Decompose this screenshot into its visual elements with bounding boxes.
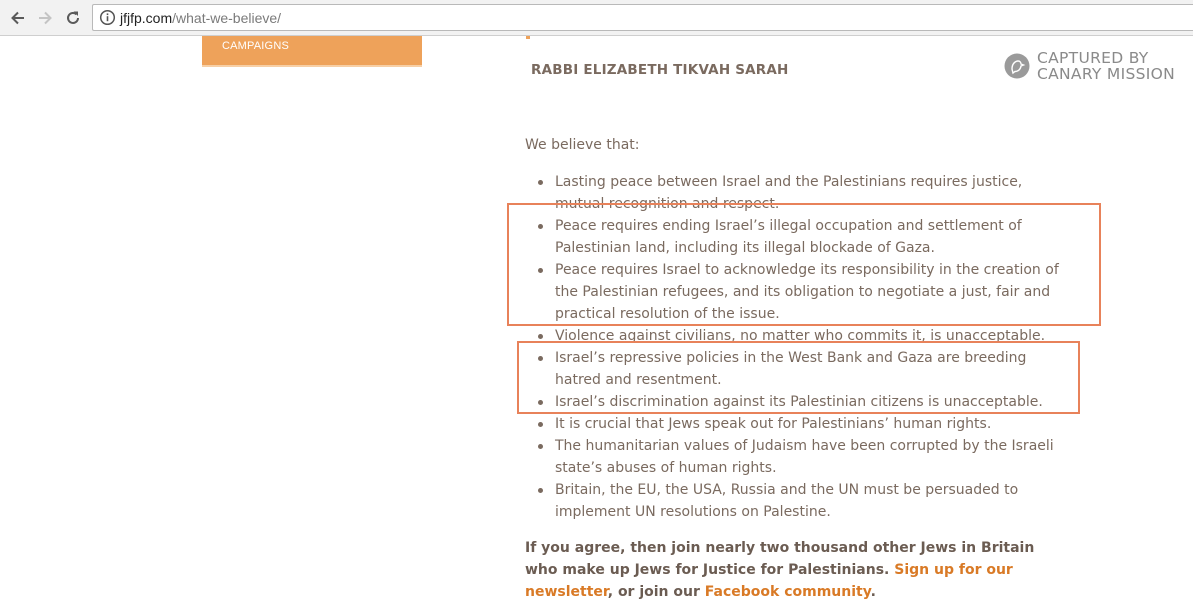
list-item: The humanitarian values of Judaism have been corrupted by the Israeli state’s abuses of human rights. [525,435,1065,479]
cta-text: , or join our [607,584,705,600]
cta-text: If you agree, then join nearly two thousand other Jews in Britain who make up Jews for Justice for Palestinians. [525,540,1035,578]
watermark-line2: CANARY MISSION [1037,65,1175,83]
watermark-line1: CAPTURED BY [1037,49,1149,67]
list-item: Peace requires ending Israel’s illegal occupation and settlement of Palestinian land, including its illegal blockade of Gaza. [525,215,1065,259]
url-text[interactable] [120,10,281,26]
back-arrow-icon [9,9,27,27]
facebook-link[interactable]: Facebook community [704,584,871,600]
reload-icon [64,9,82,27]
list-item: Britain, the EU, the USA, Russia and the UN must be persuaded to implement UN resolutions on Palestine. [525,479,1065,523]
sidebar-item-campaigns[interactable] [202,36,422,67]
watermark-text [1037,50,1175,82]
list-item: Israel’s discrimination against its Palestinian citizens is unacceptable. [525,391,1065,413]
info-icon[interactable] [99,9,116,26]
intro-text: We believe that: [525,137,640,153]
url-path: /what-we-believe/ [172,10,282,26]
sidebar-item-label: CAMPAIGNS [222,40,289,52]
browser-toolbar [0,0,1193,36]
forward-arrow-icon [36,9,54,27]
accent-divider [526,36,530,39]
cta-text: . [870,584,876,600]
list-item: It is crucial that Jews speak out for Palestinians’ human rights. [525,413,1065,435]
beliefs-list [525,171,1065,523]
list-item: Lasting peace between Israel and the Palestinians requires justice, mutual recognition and respect. [525,171,1065,215]
url-host: jfjfp.com [120,10,173,26]
back-button[interactable] [6,6,30,30]
reload-button[interactable] [61,6,85,30]
list-item: Israel’s repressive policies in the West Bank and Gaza are breeding hatred and resentment. [525,347,1065,391]
forward-button[interactable] [33,6,57,30]
canary-logo-icon [1004,53,1030,79]
canary-mission-watermark [1004,51,1189,85]
address-bar[interactable] [92,4,1193,31]
list-item: Violence against civilians, no matter who commits it, is unacceptable. [525,325,1065,347]
call-to-action [525,537,1070,603]
newsletter-link[interactable]: Sign up for our newsletter [525,562,1013,600]
list-item: Peace requires Israel to acknowledge its responsibility in the creation of the Palestinian refugees, and its obligation to negotiate a just, fair and practical resolution of the issue. [525,259,1065,325]
author-name: RABBI ELIZABETH TIKVAH SARAH [531,62,789,78]
